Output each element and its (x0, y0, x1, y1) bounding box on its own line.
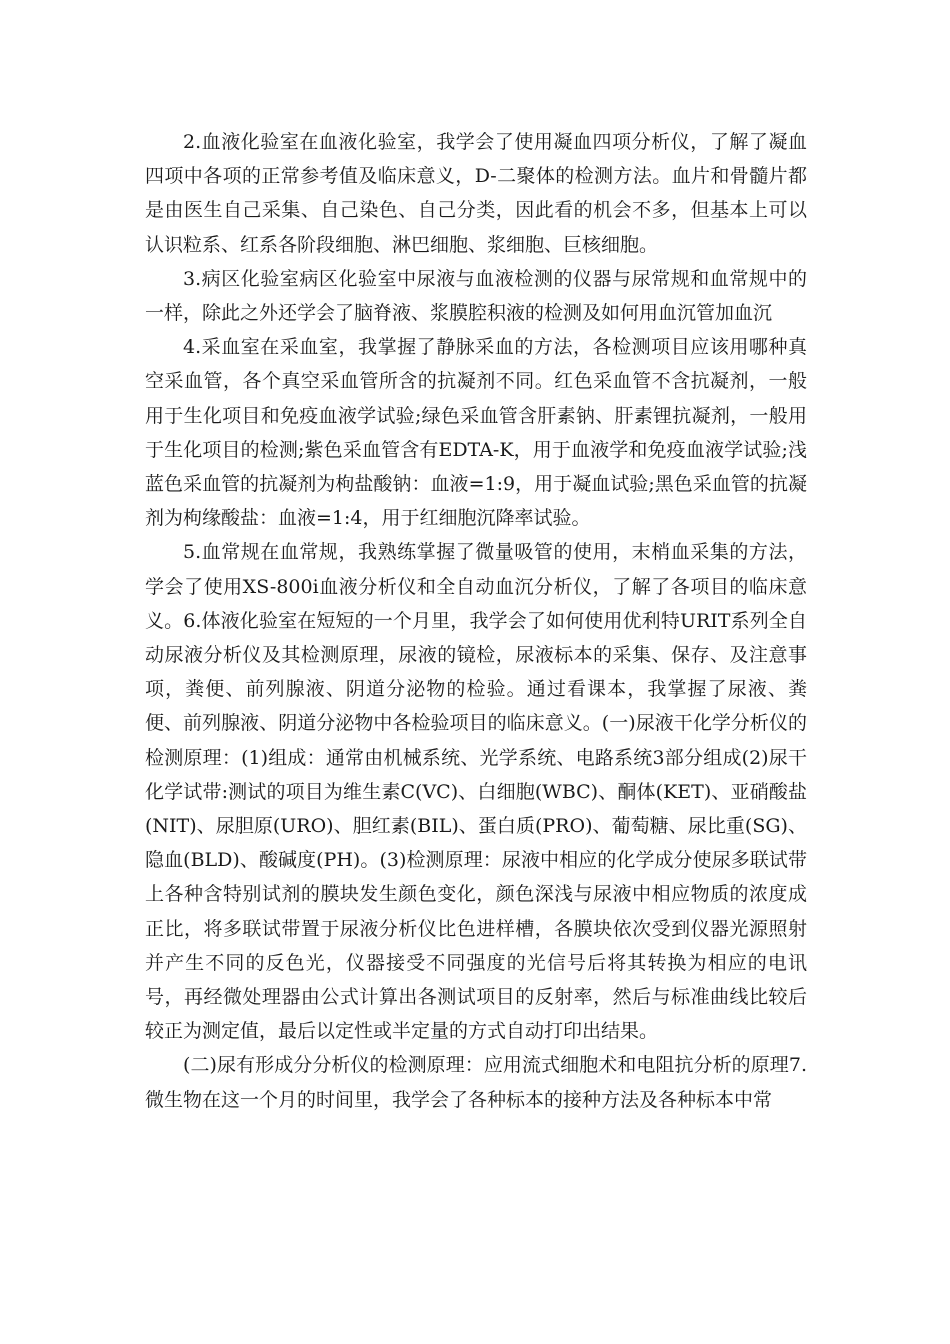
document-page (145, 125, 807, 1117)
paragraph-blood-lab: 2.血液化验室在血液化验室，我学会了使用凝血四项分析仪，了解了凝血四项中各项的正常参考值及临床意义，D-二聚体的检测方法。血片和骨髓片都是由医生自己采集、自己染色、自己分类，因此看的机会不多，但基本上可以认识粒系、红系各阶段细胞、淋巴细胞、浆细胞、巨核细胞。 (145, 131, 807, 256)
paragraph-urine-analyzer: (二)尿有形成分分析仪的检测原理：应用流式细胞术和电阻抗分析的原理7.微生物在这一个月的时间里，我学会了各种标本的接种方法及各种标本中常 (145, 1054, 807, 1111)
paragraph-blood-routine: 5.血常规在血常规，我熟练掌握了微量吸管的使用，末梢血采集的方法，学会了使用XS-800i血液分析仪和全自动血沉分析仪，了解了各项目的临床意义。6.体液化验室在短短的一个月里，我学会了如何使用优利特URIT系列全自动尿液分析仪及其检测原理，尿液的镜检，尿液标本的采集、保存、及注意事项，粪便、前列腺液、阴道分泌物的检验。通过看课本，我掌握了尿液、粪便、前列腺液、阴道分泌物中各检验项目的临床意义。(一)尿液干化学分析仪的检测原理：(1)组成：通常由机械系统、光学系统、电路系统3部分组成(2)尿干化学试带:测试的项目为维生素C(VC)、白细胞(WBC)、酮体(KET)、亚硝酸盐(NIT)、尿胆原(URO)、胆红素(BIL)、蛋白质(PRO)、葡萄糖、尿比重(SG)、隐血(BLD)、酸碱度(PH)。(3)检测原理：尿液中相应的化学成分使尿多联试带上各种含特别试剂的膜块发生颜色变化，颜色深浅与尿液中相应物质的浓度成正比，将多联试带置于尿液分析仪比色进样槽，各膜块依次受到仪器光源照射并产生不同的反色光，仪器接受不同强度的光信号后将其转换为相应的电讯号，再经微处理器由公式计算出各测试项目的反射率，然后与标准曲线比较后较正为测定值，最后以定性或半定量的方式自动打印出结果。 (145, 541, 807, 1043)
paragraph-ward-lab: 3.病区化验室病区化验室中尿液与血液检测的仪器与尿常规和血常规中的一样，除此之外还学会了脑脊液、浆膜腔积液的检测及如何用血沉管加血沉 (145, 267, 807, 325)
paragraph-blood-collection: 4.采血室在采血室，我掌握了静脉采血的方法，各检测项目应该用哪种真空采血管，各个真空采血管所含的抗凝剂不同。红色采血管不含抗凝剂，一般用于生化项目和免疫血液学试验;绿色采血管含肝素钠、肝素锂抗凝剂，一般用于生化项目的检测;紫色采血管含有EDTA-K，用于血液学和免疫血液学试验;浅蓝色采血管的抗凝剂为枸盐酸钠：血液=1:9，用于凝血试验;黑色采血管的抗凝剂为枸缘酸盐：血液=1:4，用于红细胞沉降率试验。 (145, 336, 807, 530)
